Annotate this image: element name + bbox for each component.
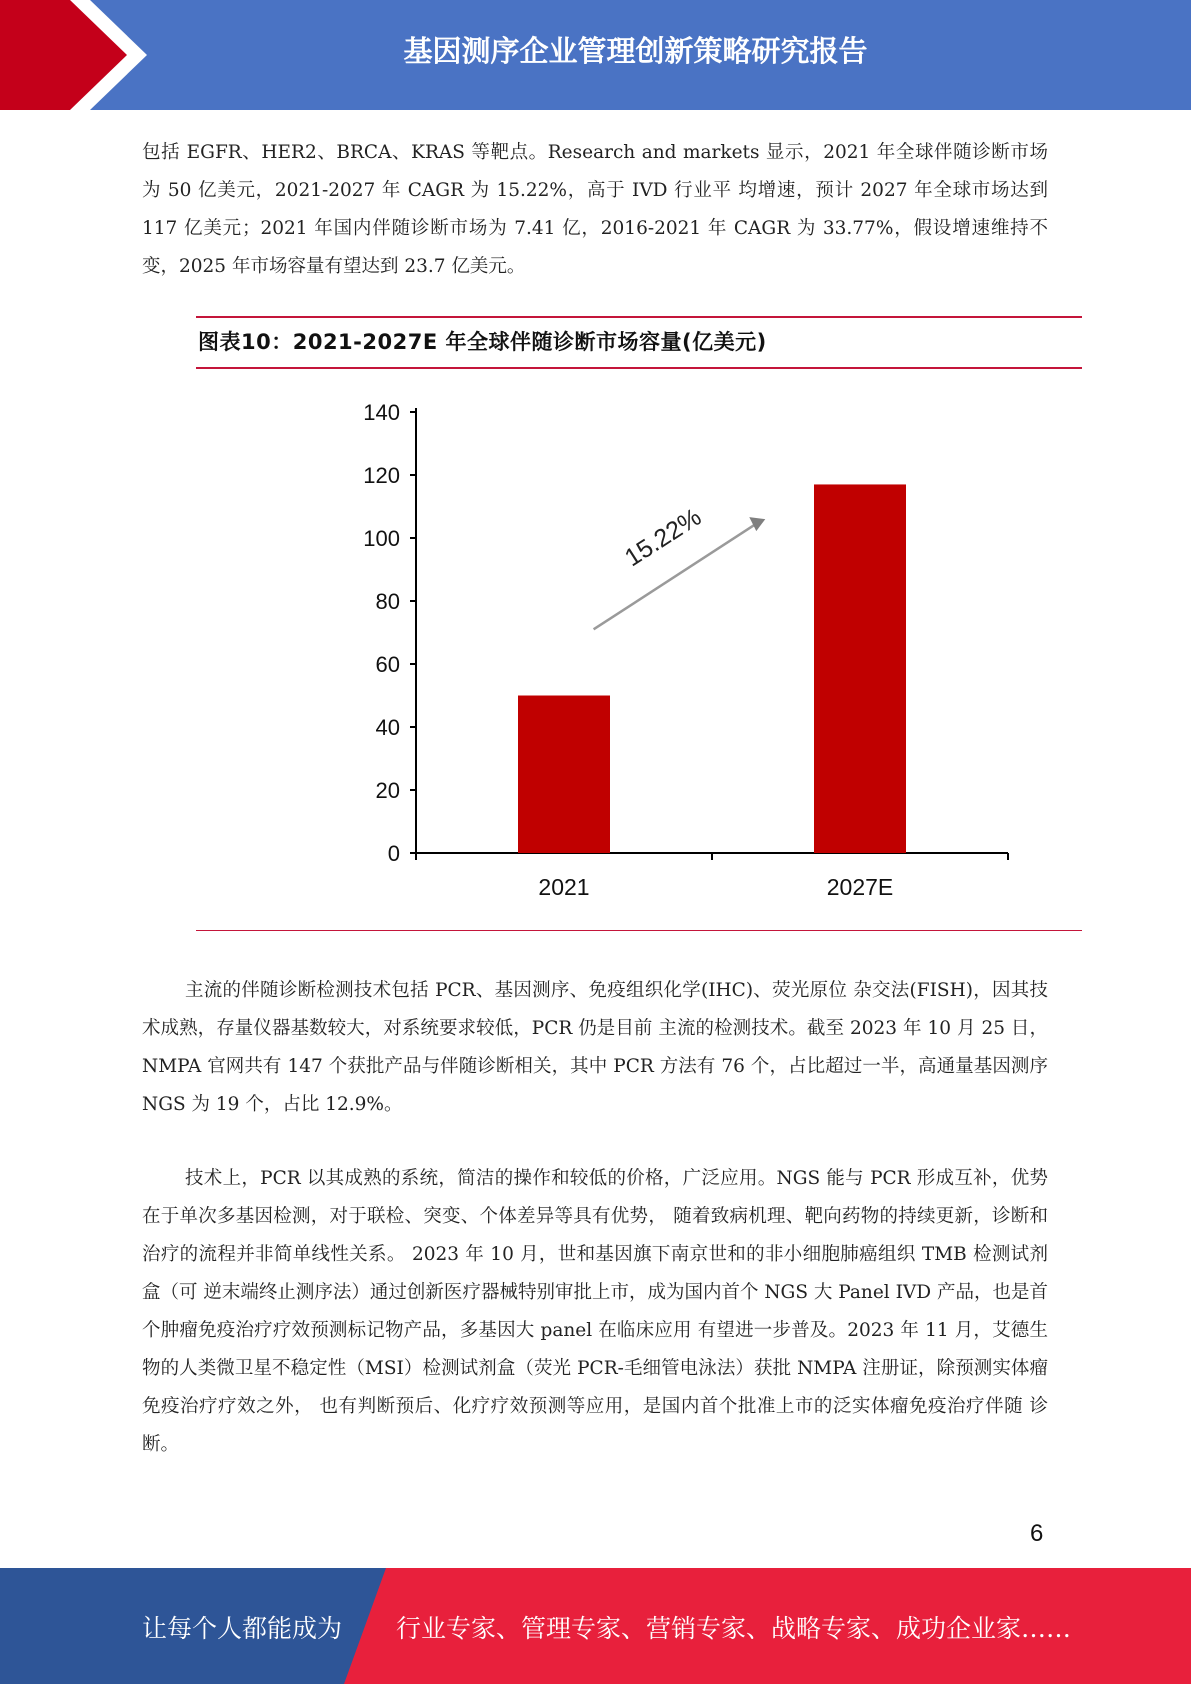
y-tick-label: 100 bbox=[363, 526, 400, 551]
page-footer bbox=[0, 1568, 1191, 1684]
market-size-bar-chart bbox=[340, 390, 1020, 910]
growth-arrow-head bbox=[749, 517, 765, 531]
figure-top-rule bbox=[196, 316, 1082, 318]
y-tick-label: 40 bbox=[375, 715, 400, 740]
body-paragraph-2: 主流的伴随诊断检测技术包括 PCR、基因测序、免疫组织化学(IHC)、荧光原位 杂交法(FISH)，因其技术成熟，存量仪器基数较大，对系统要求较低，PCR 仍是目前 主流的检测技术。截至 2023 年 10 月 25 日，NMPA 官网共有 147 个获批产品与伴随诊断相关，其中 PCR 方法有 76 个，占比超过一半，高通量基因测序 NGS 为 19 个，占比 12.9%。 bbox=[142, 980, 1048, 1115]
y-tick-label: 20 bbox=[375, 778, 400, 803]
body-paragraph-1: 包括 EGFR、HER2、BRCA、KRAS 等靶点。Research and markets 显示，2021 年全球伴随诊断市场为 50 亿美元，2021-2027 年 CAGR 为 15.22%，高于 IVD 行业平 均增速，预计 2027 年全球市场达到 117 亿美元；2021 年国内伴随诊断市场为 7.41 亿，2016-2021 年 CAGR 为 33.77%，假设增速维持不变，2025 年市场容量有望达到 23.7 亿美元。 bbox=[142, 142, 1048, 277]
y-tick-label: 0 bbox=[387, 841, 400, 866]
y-tick-label: 80 bbox=[375, 589, 400, 614]
footer-slogan-left: 让每个人都能成为 bbox=[142, 1614, 343, 1643]
footer-slogan-right: 行业专家、管理专家、营销专家、战略专家、成功企业家…… bbox=[396, 1614, 1072, 1643]
body-paragraph-3: 技术上，PCR 以其成熟的系统，简洁的操作和较低的价格，广泛应用。NGS 能与 PCR 形成互补，优势在于单次多基因检测，对于联检、突变、个体差异等具有优势， 随着致病机理、靶向药物的持续更新，诊断和治疗的流程并非简单线性关系。 2023 年 10 月，世和基因旗下南京世和的非小细胞肺癌组织 TMB 检测试剂盒（可 逆末端终止测序法）通过创新医疗器械特别审批上市，成为国内首个 NGS 大 Panel IVD 产品，也是首个肿瘤免疫治疗疗效预测标记物产品，多基因大 panel 在临床应用 有望进一步普及。2023 年 11 月，艾德生物的人类微卫星不稳定性（MSI）检测试剂盒（荧光 PCR-毛细管电泳法）获批 NMPA 注册证，除预测实体瘤免疫治疗疗效之外， 也有判断预后、化疗疗效预测等应用，是国内首个批准上市的泛实体瘤免疫治疗伴随 诊断。 bbox=[142, 1168, 1048, 1455]
growth-rate-annotation: 15.22% bbox=[619, 502, 707, 573]
header-title: 基因测序企业管理创新策略研究报告 bbox=[403, 34, 868, 68]
x-category-label: 2027E bbox=[826, 874, 894, 900]
y-tick-label: 60 bbox=[375, 652, 400, 677]
bar-2027E bbox=[814, 484, 906, 853]
bar-2021 bbox=[518, 696, 610, 854]
x-category-label: 2021 bbox=[538, 874, 590, 900]
figure-bottom-rule bbox=[196, 930, 1082, 931]
y-tick-label: 120 bbox=[363, 463, 400, 488]
y-tick-label: 140 bbox=[363, 400, 400, 425]
page-number: 6 bbox=[1030, 1520, 1044, 1547]
figure-title-rule bbox=[196, 367, 1082, 369]
figure-title: 图表10：2021-2027E 年全球伴随诊断市场容量(亿美元) bbox=[198, 330, 767, 354]
page-header bbox=[0, 0, 1191, 110]
